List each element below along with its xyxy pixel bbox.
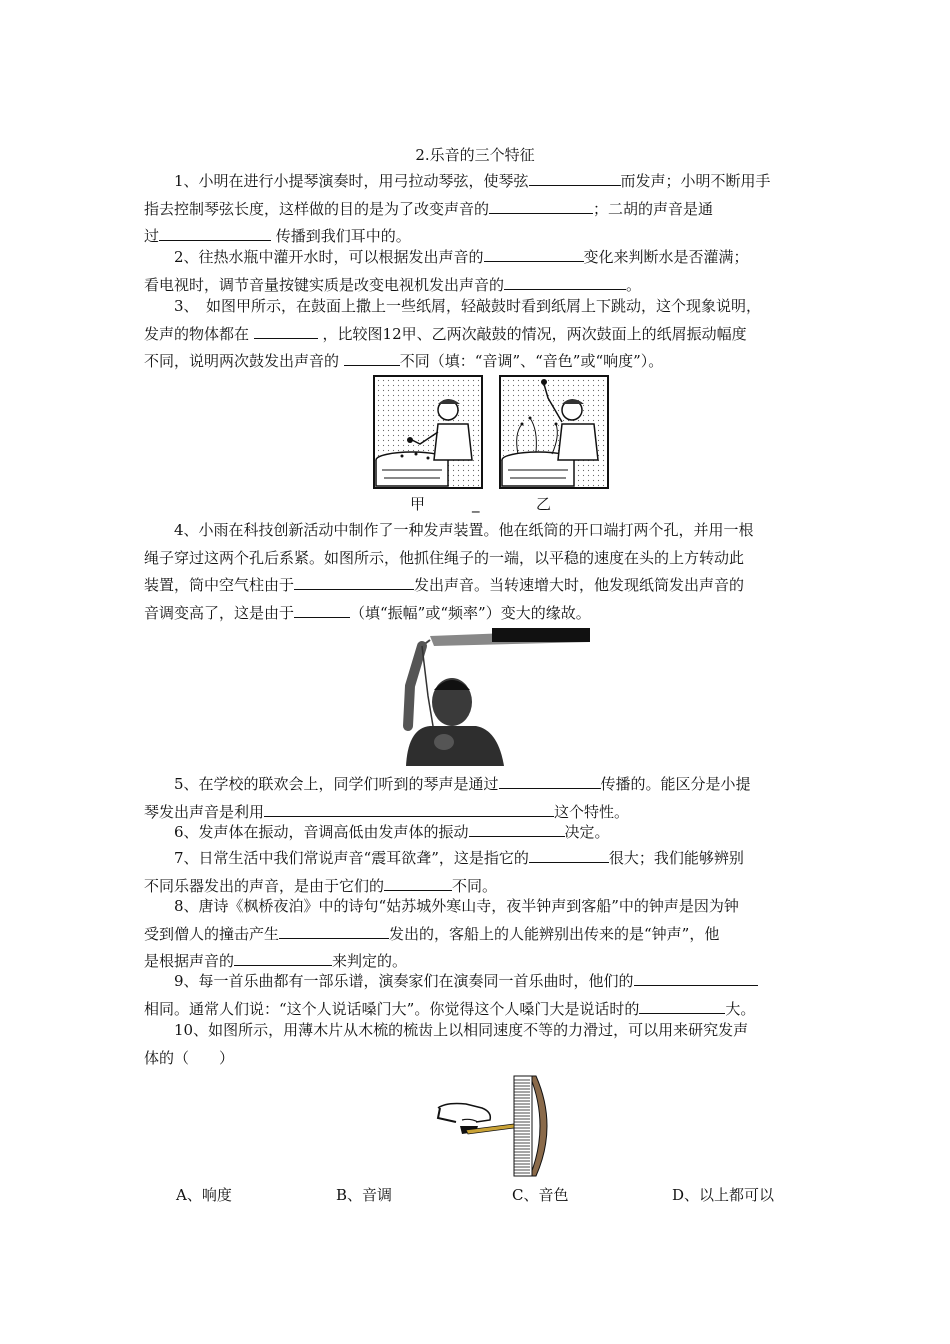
q1-text-1: 1、小明在进行小提琴演奏时，用弓拉动琴弦，使琴弦 xyxy=(174,172,529,190)
question-10 xyxy=(144,1017,810,1072)
q4-text-2: 绳子穿过这两个孔后系紧。如图所示，他抓住绳子的一端，以平稳的速度在头的上方转动此 xyxy=(144,548,745,567)
spinning-tube-figure xyxy=(400,626,594,766)
comb-figure xyxy=(436,1072,560,1180)
figure-label-jia: 甲 xyxy=(410,495,426,513)
q10-text-1: 10、如图所示，用薄木片从木梳的梳齿上以相同速度不等的力滑过，可以用来研究发声 xyxy=(174,1021,749,1039)
q4-text-1: 4、小雨在科技创新活动中制作了一种发声装置。他在纸筒的开口端打两个孔，并用一根 xyxy=(174,521,754,539)
q2-blank-1[interactable] xyxy=(484,244,584,262)
q7-blank-2[interactable] xyxy=(384,873,452,891)
question-8 xyxy=(144,893,810,976)
q2-text-4: 。 xyxy=(626,275,642,294)
q8-text-5: 来判定的。 xyxy=(332,952,408,970)
q1-blank-2[interactable] xyxy=(489,196,593,214)
question-5 xyxy=(144,771,810,826)
option-c[interactable]: C、音色 xyxy=(512,1186,569,1204)
figure-label-yi: 乙 xyxy=(536,495,552,513)
q4-text-6: （填“振幅”或“频率”）变大的缘故。 xyxy=(350,603,591,622)
q4-blank-2[interactable] xyxy=(294,600,350,618)
q5-blank-2[interactable] xyxy=(264,799,554,817)
q5-text-3: 琴发出声音是利用 xyxy=(144,802,265,821)
q9-text-1: 9、每一首乐曲都有一部乐谱，演奏家们在演奏同一首乐曲时，他们的 xyxy=(174,972,634,990)
q6-text-2: 决定。 xyxy=(564,823,610,841)
q5-text-4: 这个特性。 xyxy=(554,802,630,821)
q2-text-1: 2、往热水瓶中灌开水时，可以根据发出声音的 xyxy=(174,248,484,266)
q3-text-4: 不同，说明两次鼓发出声音的 xyxy=(144,352,344,370)
q8-text-3: 发出的，客船上的人能辨别出传来的是“钟声”，他 xyxy=(389,924,720,943)
q1-text-2: 而发声；小明不断用手 xyxy=(620,172,771,190)
q4-text-3: 装置，筒中空气柱由于 xyxy=(144,576,295,594)
q8-text-1: 8、唐诗《枫桥夜泊》中的诗句“姑苏城外寒山寺，夜半钟声到客船”中的钟声是因为钟 xyxy=(174,897,739,915)
q10-text-2: 体的（ ） xyxy=(144,1048,235,1067)
option-a[interactable]: A、响度 xyxy=(176,1186,232,1204)
question-9 xyxy=(144,968,810,1023)
question-7 xyxy=(144,845,810,900)
q2-text-3: 看电视时，调节音量按键实质是改变电视机发出声音的 xyxy=(144,275,505,294)
q3-text-5: 不同（填：“音调”、“音色”或“响度”）。 xyxy=(399,352,664,370)
question-6 xyxy=(144,819,810,847)
q5-text-2: 传播的。能区分是小提 xyxy=(600,775,751,793)
question-2 xyxy=(144,244,810,299)
q1-blank-1[interactable] xyxy=(529,168,621,186)
question-1 xyxy=(144,168,810,251)
q9-text-3: 大。 xyxy=(725,999,756,1018)
q7-text-2: 很大；我们能够辨别 xyxy=(608,849,744,867)
q3-text-2: 发声的物体都在 xyxy=(144,324,254,343)
q6-blank-1[interactable] xyxy=(469,819,565,837)
q5-blank-1[interactable] xyxy=(499,771,601,789)
q8-text-4: 是根据声音的 xyxy=(144,952,235,970)
q1-text-6: 传播到我们耳中的。 xyxy=(271,227,411,245)
option-b[interactable]: B、音调 xyxy=(336,1186,393,1204)
q3-text-1: 3、 如图甲所示，在鼓面上撒上一些纸屑，轻敲鼓时看到纸屑上下跳动，这个现象说明， xyxy=(174,297,762,315)
q2-blank-2[interactable] xyxy=(504,272,626,290)
q1-blank-3[interactable] xyxy=(159,223,271,241)
q4-text-5: 音调变高了，这是由于 xyxy=(144,603,295,622)
q1-text-3: 指去控制琴弦长度，这样做的目的是为了改变声音的 xyxy=(144,199,490,218)
page-title: 2.乐音的三个特征 xyxy=(415,146,535,164)
q6-text-1: 6、发声体在振动，音调高低由发声体的振动 xyxy=(174,823,469,841)
q2-text-2: 变化来判断水是否灌满； xyxy=(583,248,749,266)
q4-text-4: 发出声音。当转速增大时，他发现纸筒发出声音的 xyxy=(414,576,745,594)
hand-icon xyxy=(438,1104,514,1135)
figure-label-underscore: _ xyxy=(472,495,480,513)
q7-blank-1[interactable] xyxy=(529,845,609,863)
drum-panel-a xyxy=(374,376,482,488)
q8-blank-1[interactable] xyxy=(279,921,389,939)
question-3 xyxy=(144,293,810,376)
q3-blank-2[interactable] xyxy=(344,348,400,366)
q3-text-3: ，比较图12甲、乙两次敲鼓的情况，两次鼓面上的纸屑振动幅度 xyxy=(317,324,747,343)
q8-text-2: 受到僧人的撞击产生 xyxy=(144,924,280,943)
q5-text-1: 5、在学校的联欢会上，同学们听到的琴声是通过 xyxy=(174,775,499,793)
q9-text-2: 相同。通常人们说：“这个人说话嗓门大”。你觉得这个人嗓门大是说话时的 xyxy=(144,999,640,1018)
q7-text-3: 不同乐器发出的声音，是由于它们的 xyxy=(144,876,385,895)
q3-blank-1[interactable] xyxy=(254,321,318,339)
question-4 xyxy=(144,517,810,627)
q4-blank-1[interactable] xyxy=(294,572,414,590)
q7-text-1: 7、日常生活中我们常说声音“震耳欲聋”，这是指它的 xyxy=(174,849,529,867)
comb-icon xyxy=(514,1076,547,1176)
q1-text-5: 过 xyxy=(144,227,160,245)
q8-blank-2[interactable] xyxy=(234,948,332,966)
option-d[interactable]: D、以上都可以 xyxy=(672,1186,775,1204)
q7-text-4: 不同。 xyxy=(452,876,498,895)
drum-figure xyxy=(372,374,612,490)
drum-panel-b xyxy=(500,376,608,488)
q9-blank-2[interactable] xyxy=(639,996,725,1014)
q1-text-4: ；二胡的声音是通 xyxy=(593,199,714,218)
q9-blank-1[interactable] xyxy=(634,968,758,986)
